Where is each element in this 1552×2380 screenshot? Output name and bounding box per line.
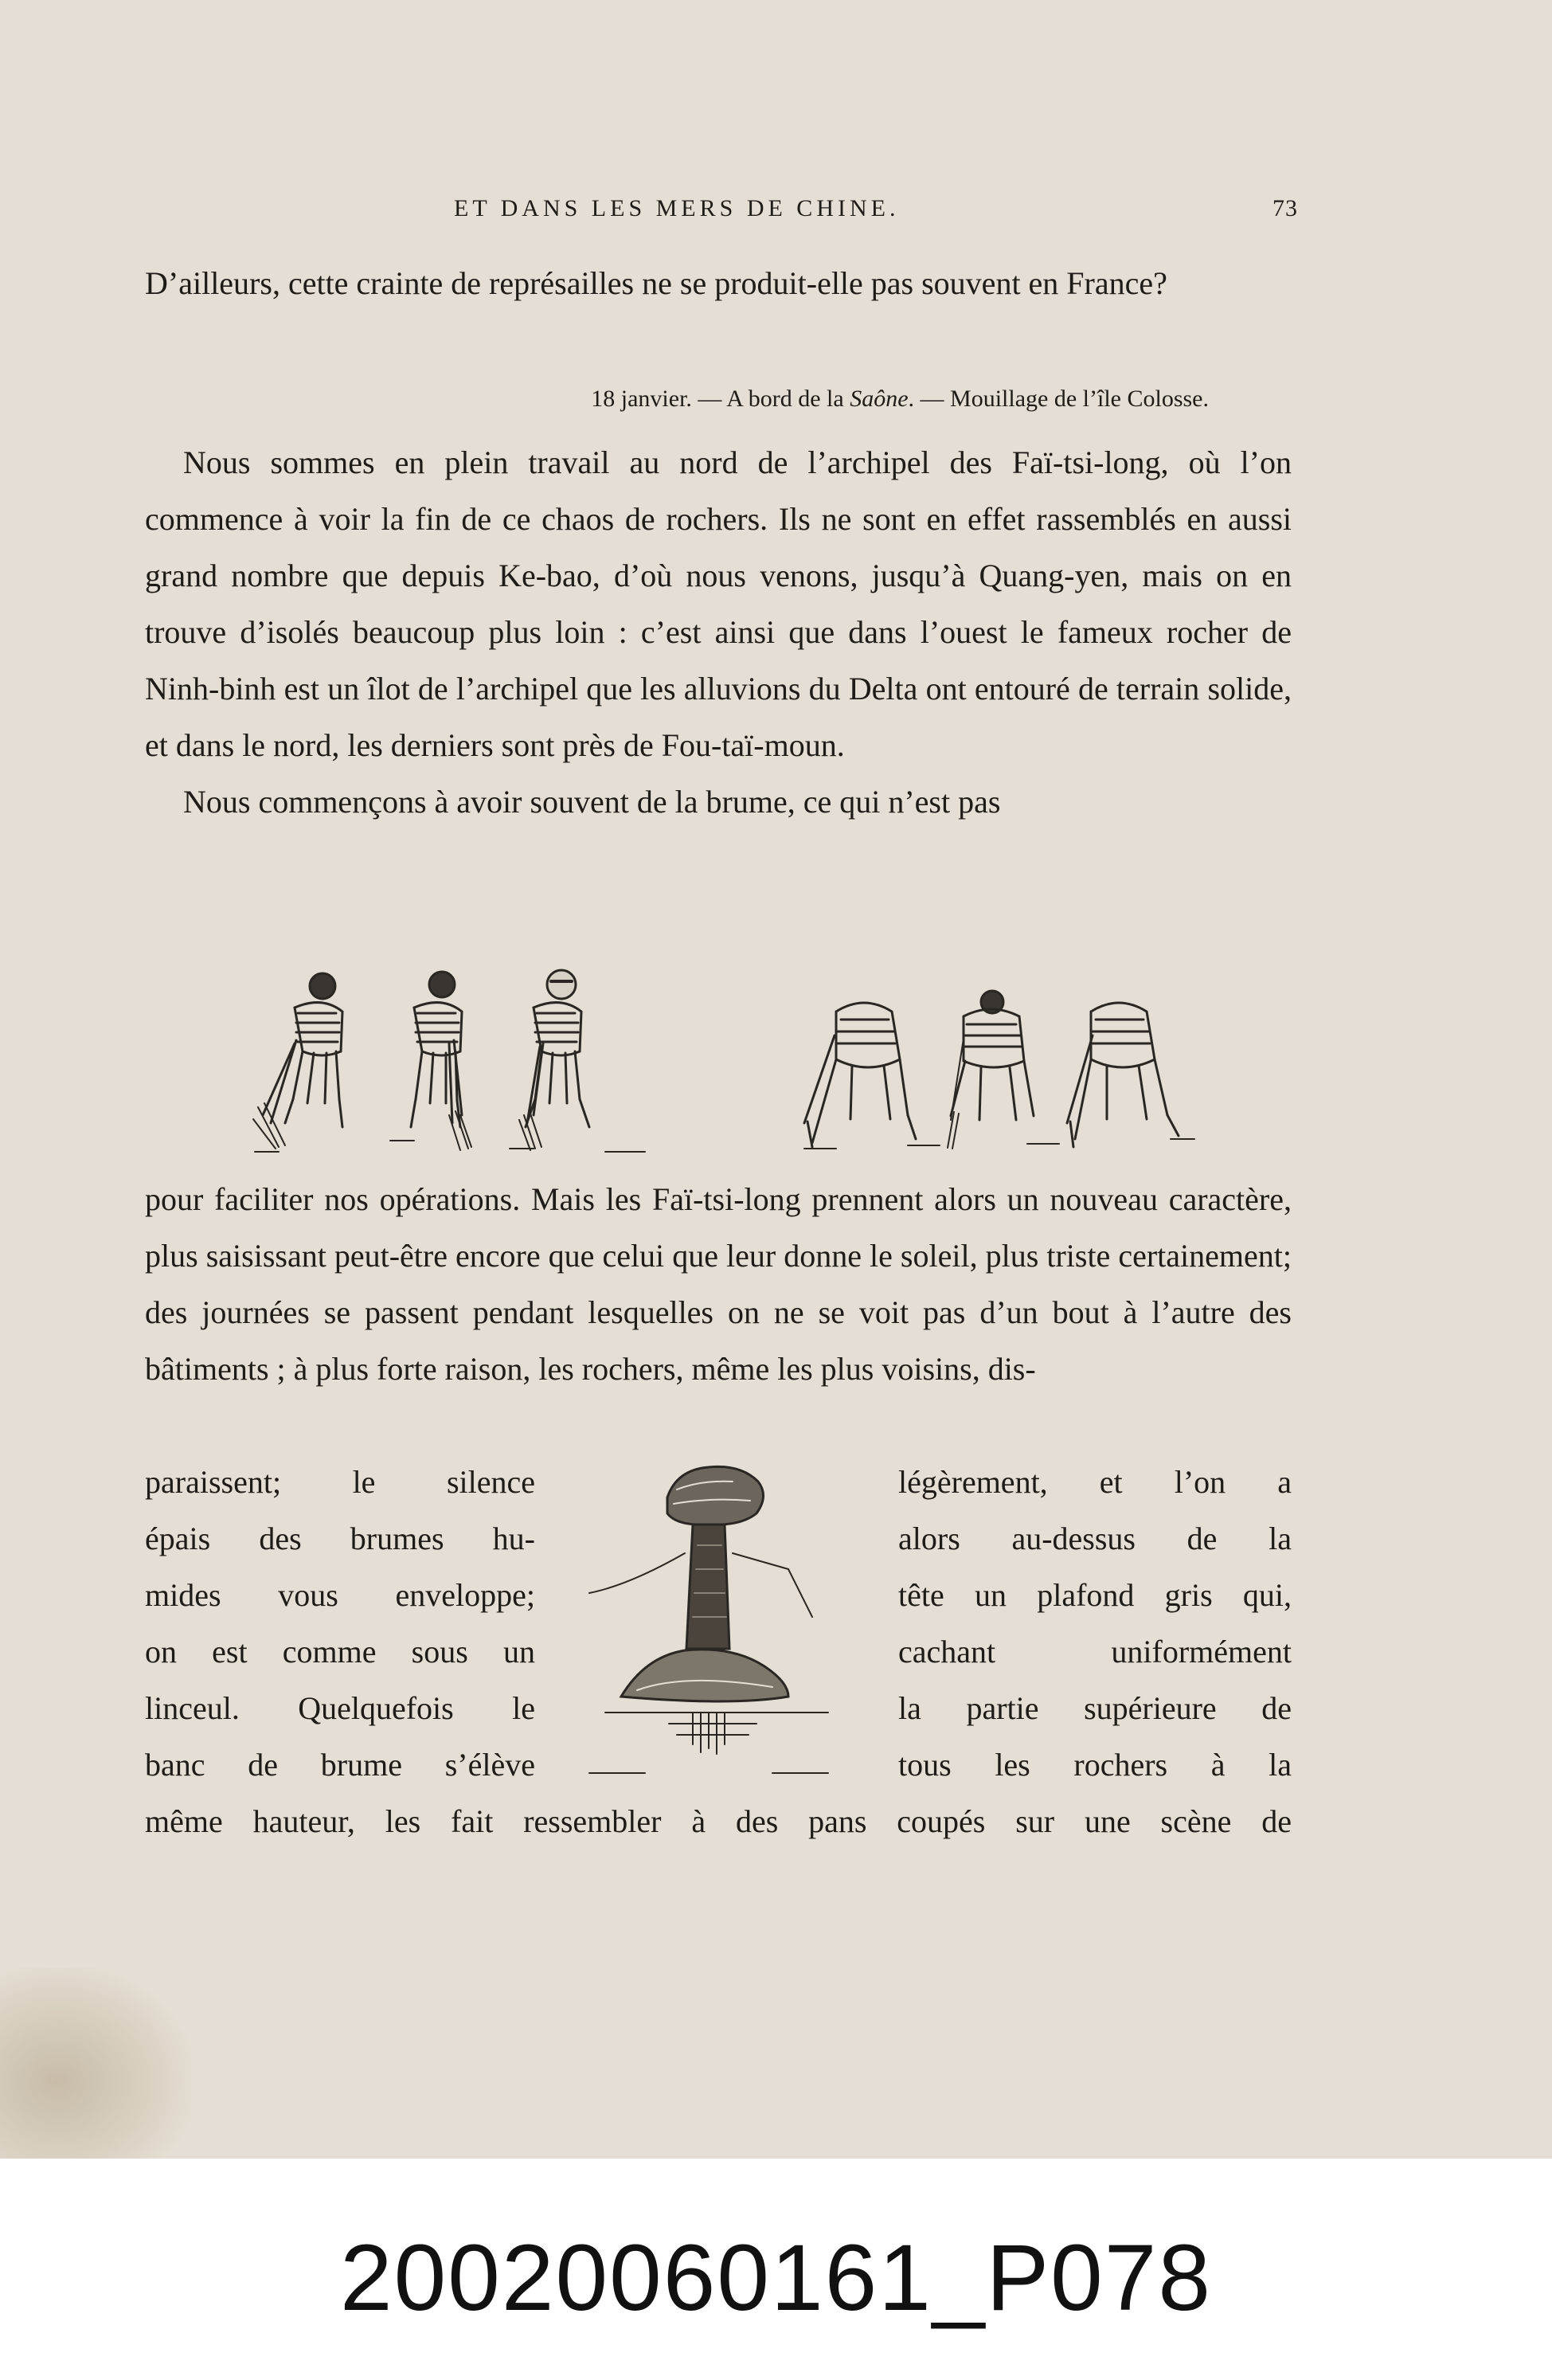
wrapped-text-last-line: même hauteur, les fait ressembler à des pans coupés sur une scène de	[145, 1803, 1292, 1839]
page-identifier: 20020060161_P078	[339, 2225, 1213, 2331]
dateline-prefix: 18 janvier. — A bord de la	[591, 386, 850, 412]
sailors-illustration-right	[788, 988, 1202, 1155]
sailor-figure	[411, 972, 471, 1150]
wrapped-line: cachant uniformément	[898, 1634, 1292, 1670]
sailors-illustration-left	[247, 964, 661, 1155]
page-footer	[0, 2159, 1552, 2380]
wrapped-line: tous les rochers à la	[898, 1747, 1292, 1783]
paper-stain	[0, 1967, 191, 2159]
sailor-figure	[804, 1003, 916, 1147]
wrapped-line: tête un plafond gris qui,	[898, 1577, 1292, 1613]
wrapped-line: épais des brumes hu-	[145, 1521, 535, 1556]
wrapped-line: la partie supérieure de	[898, 1690, 1292, 1726]
rock-illustration	[573, 1458, 860, 1784]
wrapped-line: paraissent; le silence	[145, 1464, 535, 1500]
sailor-figure	[948, 991, 1034, 1149]
page-header	[151, 195, 1298, 235]
wrapped-line: on est comme sous un	[145, 1634, 535, 1670]
wrapped-line: alors au-dessus de la	[898, 1521, 1292, 1556]
paragraph-3-text: pour faciliter nos opérations. Mais les Faï-tsi-long prennent alors un nouveau caractère, plus saisissant peut-être encore que celui que leur donne le soleil, plus triste certainement; des journées se passent pendant lesquelles on ne se voit pas d’un bout à l’autre des bâtiments ; à plus forte raison, les rochers, même les plus voisins, dis-	[145, 1181, 1292, 1387]
wrapped-text-left	[145, 1454, 535, 1793]
sailor-figure	[1067, 1003, 1194, 1147]
paragraph-1-text: D’ailleurs, cette crainte de représailles ne se produit-elle pas souvent en France?	[145, 265, 1167, 301]
wrapped-line: linceul. Quelquefois le	[145, 1690, 535, 1726]
paragraph-3	[145, 1171, 1292, 1397]
sailor-figure	[519, 970, 589, 1150]
sailor-figure	[253, 973, 342, 1149]
dateline-ship: Saône	[850, 386, 909, 412]
wrapped-line: mides vous enveloppe;	[145, 1577, 535, 1613]
paragraph-2	[145, 434, 1292, 830]
wrapped-line: banc de brume s’élève	[145, 1747, 535, 1783]
dateline	[145, 386, 1209, 413]
wrapped-text-right	[898, 1454, 1292, 1793]
dateline-suffix: . — Mouillage de l’île Colosse.	[908, 386, 1209, 412]
wrapped-line: légèrement, et l’on a	[898, 1464, 1292, 1500]
paragraph-2-text: Nous sommes en plein travail au nord de l’archipel des Faï-tsi-long, où l’on commence à voir la fin de ce chaos de rochers. Ils ne sont en effet rassemblés en aussi grand nombre que depuis Ke-bao, d’où nous venons, jusqu’à Quang-yen, mais on en trouve d’isolés beaucoup plus loin : c’est ainsi que dans l’ouest le fameux rocher de Ninh-binh est un îlot de l’archipel que les alluvions du Delta ont entouré de terrain solide, et dans le nord, les derniers sont près de Fou-taï-moun.	[145, 444, 1292, 763]
paragraph-3-start: Nous commençons à avoir souvent de la brume, ce qui n’est pas	[183, 784, 1001, 820]
paragraph-1	[145, 255, 1290, 311]
running-title: ET DANS LES MERS DE CHINE.	[454, 195, 900, 221]
page-number: 73	[1272, 195, 1298, 221]
